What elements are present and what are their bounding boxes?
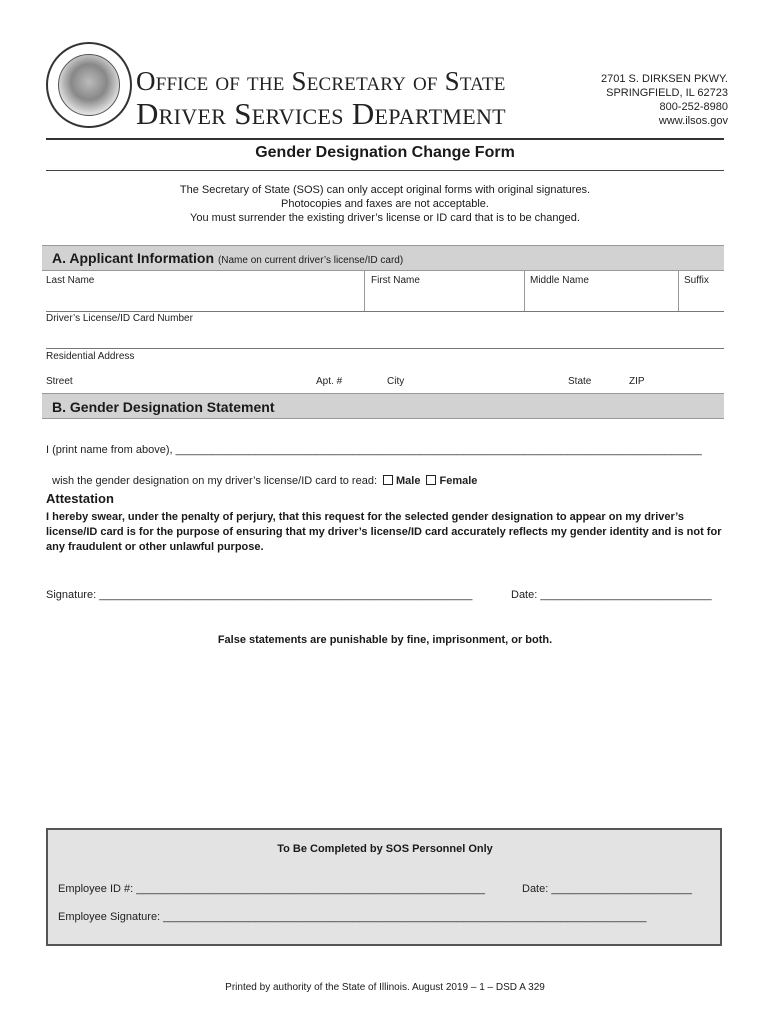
agency-address	[601, 72, 728, 128]
middle-name-label: Middle Name	[530, 275, 589, 286]
first-name-label: First Name	[371, 275, 420, 286]
female-checkbox[interactable]	[426, 475, 436, 485]
male-checkbox[interactable]	[383, 475, 393, 485]
sos-box-title: To Be Completed by SOS Personnel Only	[277, 843, 493, 855]
state-seal-icon	[46, 42, 132, 128]
suffix-input[interactable]	[680, 284, 724, 310]
agency-name-line2: Driver Services Department	[136, 96, 506, 131]
suffix-label: Suffix	[684, 275, 709, 286]
footer-text: Printed by authority of the State of Illinois. August 2019 – 1 – DSD A 329	[225, 982, 545, 993]
agency-name-line1: Office of the Secretary of State	[136, 66, 506, 96]
divider-suffix	[678, 271, 679, 311]
gender-choice-text: wish the gender designation on my driver’s license/ID card to read:	[52, 475, 378, 487]
title-divider	[46, 170, 724, 171]
address-website: www.ilsos.gov	[658, 115, 728, 127]
residential-address-input[interactable]	[46, 362, 724, 374]
dl-number-input[interactable]	[46, 324, 724, 348]
name-row-line	[46, 311, 724, 312]
date-field[interactable]: Date: ____________________________	[511, 589, 712, 601]
section-b-title: B. Gender Designation Statement	[52, 399, 275, 415]
state-label: State	[568, 376, 592, 387]
city-label: City	[387, 376, 405, 387]
address-phone: 800-252-8980	[659, 101, 728, 113]
middle-name-input[interactable]	[526, 284, 676, 310]
female-label: Female	[439, 475, 478, 487]
intro-line-2: Photocopies and faxes are not acceptable.	[281, 198, 489, 210]
penalty-warning: False statements are punishable by fine, imprisonment, or both.	[217, 634, 553, 646]
divider-middle-name	[524, 271, 525, 311]
signature-field[interactable]: Signature: _____________________________________________________________	[46, 589, 473, 601]
dl-number-label: Driver’s License/ID Card Number	[46, 313, 193, 324]
seal-eagle-icon	[58, 54, 120, 116]
last-name-label: Last Name	[46, 275, 95, 286]
section-a-title-wrap	[52, 250, 403, 266]
dl-row-line	[46, 348, 724, 349]
section-a-note: (Name on current driver’s license/ID card)	[217, 255, 404, 266]
street-label: Street	[46, 376, 73, 387]
attestation-text: I hereby swear, under the penalty of perjury, that this request for the selected gender designation to appear on my driver’s license/ID card is for the purpose of ensuring that my driver’s license/ID card accurately reflects my gender identity and is not for any fraudulent or other unlawful purpose.	[46, 511, 722, 553]
intro-line-1: The Secretary of State (SOS) can only accept original forms with original signatures.	[179, 184, 591, 196]
divider-first-name	[364, 271, 365, 311]
intro-line-3: You must surrender the existing driver’s license or ID card that is to be changed.	[190, 212, 580, 224]
first-name-input[interactable]	[366, 284, 522, 310]
zip-label: ZIP	[629, 376, 645, 387]
gender-choice-row	[46, 463, 477, 487]
form-title: Gender Designation Change Form	[255, 144, 515, 161]
apt-label: Apt. #	[316, 376, 343, 387]
residential-address-label: Residential Address	[46, 351, 135, 362]
address-city: SPRINGFIELD, IL 62723	[606, 87, 728, 99]
intro-text	[0, 183, 770, 225]
section-a-title: A. Applicant Information	[52, 250, 215, 266]
address-street: 2701 S. DIRKSEN PKWY.	[601, 73, 728, 85]
employee-id-field[interactable]: Employee ID #: _________________________________________________________	[58, 883, 485, 895]
print-name-line[interactable]: I (print name from above), ______________________________________________________________________________________	[46, 444, 702, 456]
attestation-heading: Attestation	[46, 491, 114, 506]
last-name-input[interactable]	[46, 284, 362, 310]
male-label: Male	[396, 475, 421, 487]
employee-signature-field[interactable]: Employee Signature: _______________________________________________________________________________	[58, 911, 647, 923]
header-divider	[46, 138, 724, 140]
sos-date-field[interactable]: Date: _______________________	[522, 883, 693, 895]
